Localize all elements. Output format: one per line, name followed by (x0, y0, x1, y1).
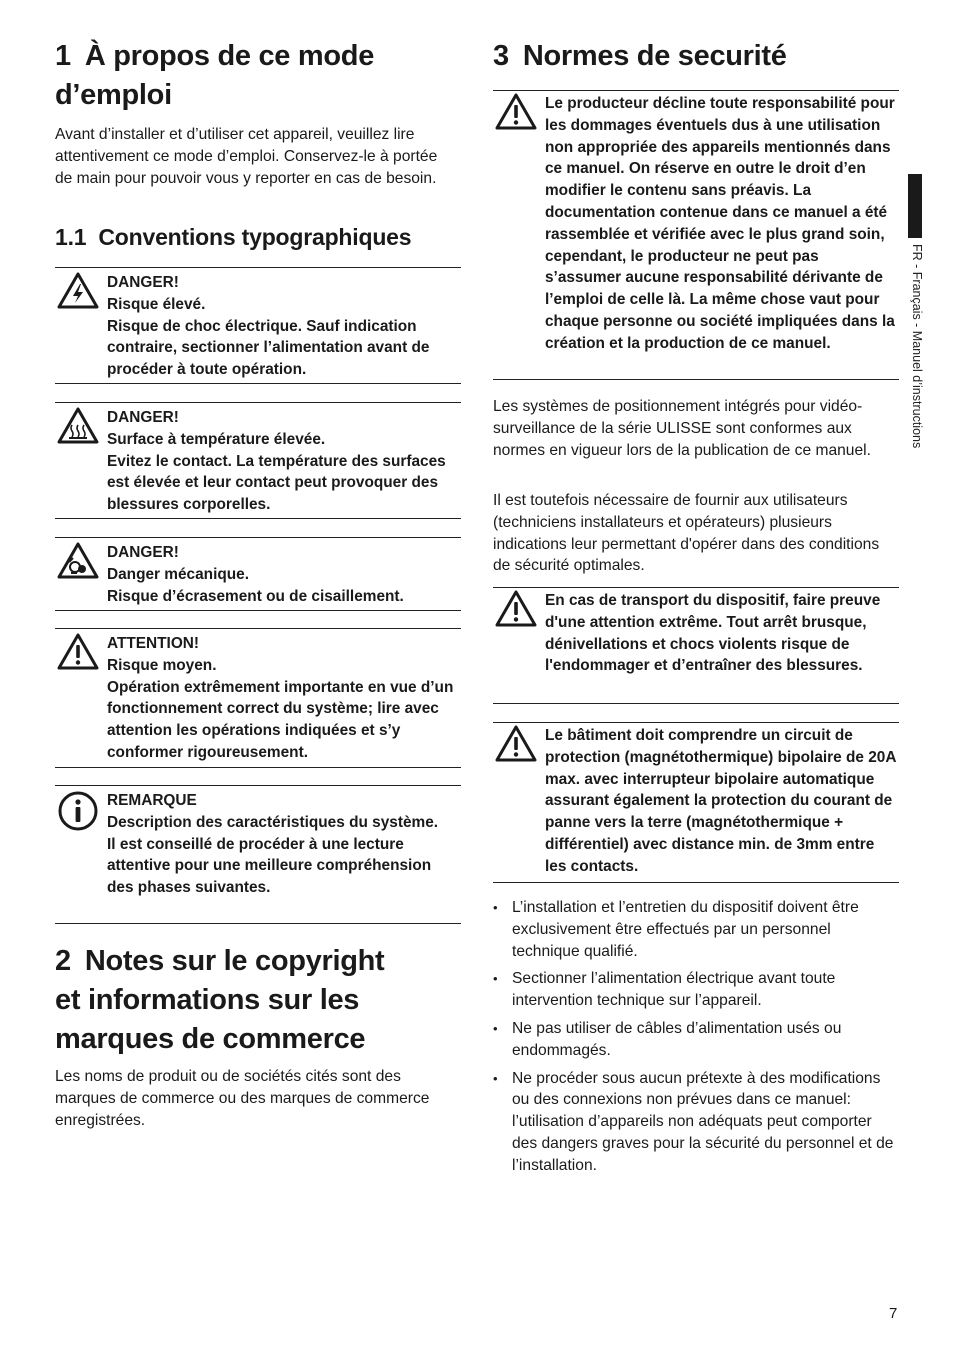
info-icon (57, 790, 99, 832)
remark-notice (55, 785, 461, 924)
notice-description: Le producteur décline toute responsabilité pour les dommages éventuels dus à une utilisation non appropriée des appareils mentionnés dans ce manuel. On réserve en outre le droit d’en modifier le contenu sans préavis. La documentation contenue dans ce manuel a été rassemblée et vérifiée avec le plus grand soin, cependant, le producteur ne peut pas s’assumer aucune responsabilité dérivante de l’emploi de celle là. La même chose vaut pour chaque personne ou société impliquées dans la création et la production de ce manuel. (545, 95, 895, 352)
list-item: • Ne procéder sous aucun prétexte à des modifications ou des connexions non prévues dans ce manuel: l’utilisation d’appareils non adéquats peut comporter des dangers graves pour la sécurité du personnel et de l’installation. (493, 1068, 899, 1177)
section-1-paragraph: Avant d’installer et d’utiliser cet appareil, veuillez lire attentivement ce mode d’emploi. Conservez-le à portée de main pour pouvoir vous y reporter en cas de besoin. (55, 126, 438, 187)
transport-notice (493, 587, 899, 704)
notice-label: REMARQUE (107, 792, 197, 809)
attention-notice (55, 628, 461, 768)
attention-warning-icon (495, 93, 537, 131)
section-1-heading: 1 À propos de ce mode d’emploi (55, 40, 375, 111)
page-number: 7 (889, 1305, 898, 1322)
language-tab-label: FR - Français - Manuel d’instructions (910, 244, 924, 449)
notice-description: Opération extrêmement importante en vue d’un fonctionnement correct du système; lire avec attention les opérations indiquées et s’y conformer rigoureusement. (107, 678, 454, 761)
danger-electric-notice (55, 267, 461, 384)
circuit-protection-notice (493, 722, 899, 883)
notice-description: En cas de transport du dispositif, faire preuve d'une attention extrême. Tout arrêt brusque, dénivellations et chocs violents risque de l'endommager et d’entraîner des blessures. (545, 592, 881, 675)
language-tab-marker (908, 174, 922, 238)
notice-description: Le bâtiment doit comprendre un circuit de protection (magnétothermique) bipolaire de 20A max. avec interrupteur bipolaire automatique assurant également la protection du courant de panne vers la terre (magnétothermique + différentiel) avec distance min. de 3mm entre les contacts. (545, 727, 896, 875)
notice-description: Description des caractéristiques du système. (107, 813, 439, 831)
liability-notice (493, 90, 899, 380)
section-3-paragraph-2: Il est toutefois nécessaire de fournir aux utilisateurs (techniciens installateurs et opérateurs) plusieurs indications leur permettant d'opérer dans des conditions de sécurité optimales. (493, 492, 880, 575)
attention-warning-icon (57, 633, 99, 671)
danger-hot-surface-notice (55, 402, 461, 519)
electric-shock-warning-icon (57, 272, 99, 310)
notice-risk: Risque moyen. (107, 656, 217, 674)
notice-label: ATTENTION! (107, 635, 200, 652)
section-2-paragraph: Les noms de produit ou de sociétés cités sont des marques de commerce ou des marques de commerce enregistrées. (55, 1068, 430, 1129)
notice-label: DANGER! (107, 274, 179, 291)
notice-risk: Surface à température élevée. (107, 430, 326, 448)
notice-risk: Risque élevé. (107, 295, 206, 313)
section-2-heading: 2 Notes sur le copyright et informations sur les marques de commerce (55, 945, 385, 1055)
section-3-heading: 3 Normes de securité (493, 40, 787, 72)
notice-description: Risque d’écrasement ou de cisaillement. (107, 587, 404, 605)
notice-label: DANGER! (107, 544, 179, 561)
hot-surface-warning-icon (57, 407, 99, 445)
danger-mechanical-notice (55, 537, 461, 611)
list-item: • Ne pas utiliser de câbles d’alimentation usés ou endommagés. (493, 1018, 899, 1062)
section-1-1-heading: 1.1 Conventions typographiques (55, 224, 412, 250)
attention-warning-icon (495, 725, 537, 763)
attention-warning-icon (495, 590, 537, 628)
notice-label: DANGER! (107, 409, 179, 426)
notice-description: Il est conseillé de procéder à une lecture attentive pour une meilleure compréhension des phases suivantes. (107, 835, 432, 897)
safety-bullet-list (493, 897, 899, 1183)
notice-description: Risque de choc électrique. Sauf indication contraire, sectionner l’alimentation avant de procéder à toute opération. (107, 317, 430, 379)
mechanical-hazard-warning-icon (57, 542, 99, 580)
notice-risk: Danger mécanique. (107, 565, 249, 583)
list-item: • Sectionner l’alimentation électrique avant toute intervention technique sur l’appareil. (493, 968, 899, 1012)
section-3-paragraph-1: Les systèmes de positionnement intégrés pour vidéo-surveillance de la série ULISSE sont conformes aux normes en vigueur lors de la publication de ce manuel. (493, 398, 871, 459)
notice-description: Evitez le contact. La température des surfaces est élevée et leur contact peut provoquer des blessures corporelles. (107, 452, 446, 514)
list-item: • L’installation et l’entretien du dispositif doivent être exclusivement être effectués par un personnel technique qualifié. (493, 897, 899, 962)
